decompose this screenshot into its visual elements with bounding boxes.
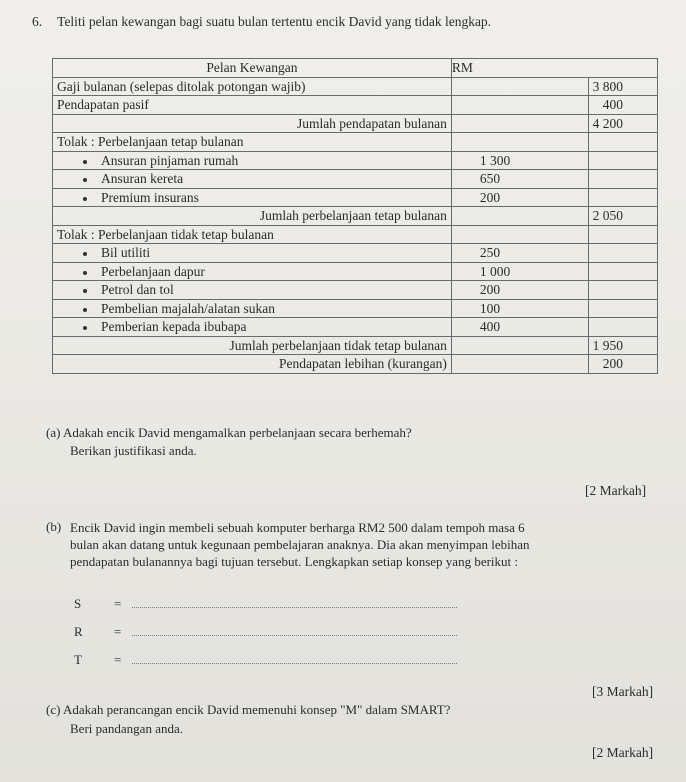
- total-cell: [588, 133, 657, 152]
- total-cell: [588, 244, 657, 263]
- part-b-label: (b): [46, 519, 62, 534]
- total-cell: 2 050: [588, 207, 657, 226]
- part-b-paragraph: [70, 519, 530, 570]
- row-label-text: Petrol dan tol: [101, 282, 174, 298]
- amount-cell: [451, 96, 588, 115]
- total-cell: [588, 151, 657, 170]
- row-label-text: Pemberian kepada ibubapa: [101, 319, 247, 335]
- row-label-text: Ansuran kereta: [101, 171, 184, 187]
- amount-cell: [451, 207, 588, 226]
- expense-item: [53, 299, 452, 318]
- total-label: [53, 207, 452, 226]
- amount-cell: [451, 77, 588, 96]
- table-header-row: [53, 59, 658, 78]
- total-cell: 400: [588, 96, 657, 115]
- table-row: [53, 77, 658, 96]
- expense-item: [53, 170, 452, 189]
- part-a-label: (a): [46, 425, 61, 440]
- row-label-text: Pembelian majalah/alatan sukan: [101, 300, 275, 316]
- table-row: [53, 170, 658, 189]
- row-label-text: Pendapatan pasif: [57, 97, 149, 113]
- question-heading: [32, 14, 491, 30]
- table-row: [53, 244, 658, 263]
- bullet-icon: [83, 160, 87, 164]
- equals-sign: =: [114, 596, 122, 611]
- row-label: [53, 225, 452, 244]
- bullet-icon: [83, 289, 87, 293]
- concept-letter: S: [74, 596, 82, 611]
- bullet-icon: [83, 271, 87, 275]
- part-a-marks: [2 Markah]: [585, 483, 647, 498]
- amount-cell: [451, 133, 588, 152]
- amount-cell: [451, 355, 588, 374]
- bullet-icon: [83, 308, 87, 312]
- answer-line-t[interactable]: [132, 653, 457, 664]
- part-c-instruction: Beri pandangan anda.: [70, 721, 183, 736]
- question-text: Teliti pelan kewangan bagi suatu bulan tertentu encik David yang tidak lengkap.: [57, 14, 492, 29]
- expense-item: [53, 188, 452, 207]
- amount-cell: [451, 225, 588, 244]
- expense-item: [53, 262, 452, 281]
- row-label: [53, 77, 452, 96]
- amount-cell: 250: [451, 244, 588, 263]
- concept-r-row: [74, 624, 457, 640]
- table-row: [53, 96, 658, 115]
- expense-item: [53, 281, 452, 300]
- table-row: [53, 299, 658, 318]
- part-c-text: Adakah perancangan encik David memenuhi konsep "M" dalam SMART?: [62, 702, 451, 717]
- part-b-line: bulan akan datang untuk kegunaan pembelajaran anaknya. Dia akan menyimpan lebihan: [70, 537, 530, 552]
- part-b-line: pendapatan bulanannya bagi tujuan tersebut. Lengkapkan setiap konsep yang berikut :: [70, 554, 518, 569]
- concept-letter: T: [74, 652, 82, 667]
- expense-item: [53, 151, 452, 170]
- part-a-instruction: Berikan justifikasi anda.: [70, 443, 197, 458]
- total-cell: [588, 225, 657, 244]
- currency-header: RM: [451, 59, 657, 78]
- row-label-text: Jumlah perbelanjaan tidak tetap bulanan: [229, 337, 447, 353]
- concept-t-row: [74, 652, 457, 668]
- row-label-text: Gaji bulanan (selepas ditolak potongan wajib): [57, 78, 306, 94]
- total-cell: [588, 188, 657, 207]
- table-row: [53, 188, 658, 207]
- part-a-text: Adakah encik David mengamalkan perbelanjaan secara berhemah?: [62, 425, 412, 440]
- total-cell: 200: [588, 355, 657, 374]
- total-cell: 1 950: [588, 336, 657, 355]
- row-label-text: Perbelanjaan dapur: [101, 263, 205, 279]
- expense-item: [53, 244, 452, 263]
- row-label: [53, 133, 452, 152]
- answer-line-s[interactable]: [132, 597, 457, 608]
- equals-sign: =: [114, 624, 122, 639]
- total-label: [53, 355, 452, 374]
- financial-plan-table: [52, 58, 658, 374]
- question-number: 6.: [32, 14, 43, 29]
- row-label-text: Premium insurans: [101, 189, 199, 205]
- part-b-marks: [3 Markah]: [592, 684, 654, 699]
- part-b-line: Encik David ingin membeli sebuah komputer berharga RM2 500 dalam tempoh masa 6: [70, 520, 525, 535]
- amount-cell: 100: [451, 299, 588, 318]
- bullet-icon: [83, 178, 87, 182]
- part-c-marks: [2 Markah]: [592, 745, 654, 760]
- table-row: [53, 318, 658, 337]
- table-title: Pelan Kewangan: [53, 59, 452, 78]
- bullet-icon: [83, 326, 87, 330]
- row-label: [53, 96, 452, 115]
- table-row: [53, 355, 658, 374]
- table-row: [53, 133, 658, 152]
- bullet-icon: [83, 197, 87, 201]
- table-row: [53, 151, 658, 170]
- part-c-question: [46, 702, 450, 718]
- amount-cell: 1 300: [451, 151, 588, 170]
- table-row: [53, 225, 658, 244]
- amount-cell: 1 000: [451, 262, 588, 281]
- total-cell: [588, 170, 657, 189]
- row-label-text: Pendapatan lebihan (kurangan): [278, 356, 447, 372]
- total-label: [53, 336, 452, 355]
- bullet-icon: [83, 252, 87, 256]
- amount-cell: 400: [451, 318, 588, 337]
- amount-cell: [451, 114, 588, 133]
- row-label-text: Bil utiliti: [101, 245, 151, 261]
- concept-s-row: [74, 596, 457, 612]
- row-label-text: Jumlah pendapatan bulanan: [296, 115, 447, 131]
- expense-item: [53, 318, 452, 337]
- total-cell: [588, 262, 657, 281]
- total-label: [53, 114, 452, 133]
- row-label-text: Jumlah perbelanjaan tetap bulanan: [259, 208, 447, 224]
- part-a-question: [46, 425, 412, 441]
- total-cell: [588, 318, 657, 337]
- concept-letter: R: [74, 624, 83, 639]
- row-label-text: Tolak : Perbelanjaan tetap bulanan: [57, 134, 244, 150]
- amount-cell: 200: [451, 188, 588, 207]
- row-label-text: Tolak : Perbelanjaan tidak tetap bulanan: [57, 226, 274, 242]
- total-cell: [588, 281, 657, 300]
- amount-cell: 650: [451, 170, 588, 189]
- table-row: [53, 262, 658, 281]
- answer-line-r[interactable]: [132, 625, 457, 636]
- table-row: [53, 114, 658, 133]
- row-label-text: Ansuran pinjaman rumah: [101, 152, 239, 168]
- amount-cell: [451, 336, 588, 355]
- table-row: [53, 207, 658, 226]
- total-cell: 3 800: [588, 77, 657, 96]
- total-cell: 4 200: [588, 114, 657, 133]
- total-cell: [588, 299, 657, 318]
- table-row: [53, 336, 658, 355]
- table-row: [53, 281, 658, 300]
- part-c-label: (c): [46, 702, 61, 717]
- equals-sign: =: [114, 652, 122, 667]
- amount-cell: 200: [451, 281, 588, 300]
